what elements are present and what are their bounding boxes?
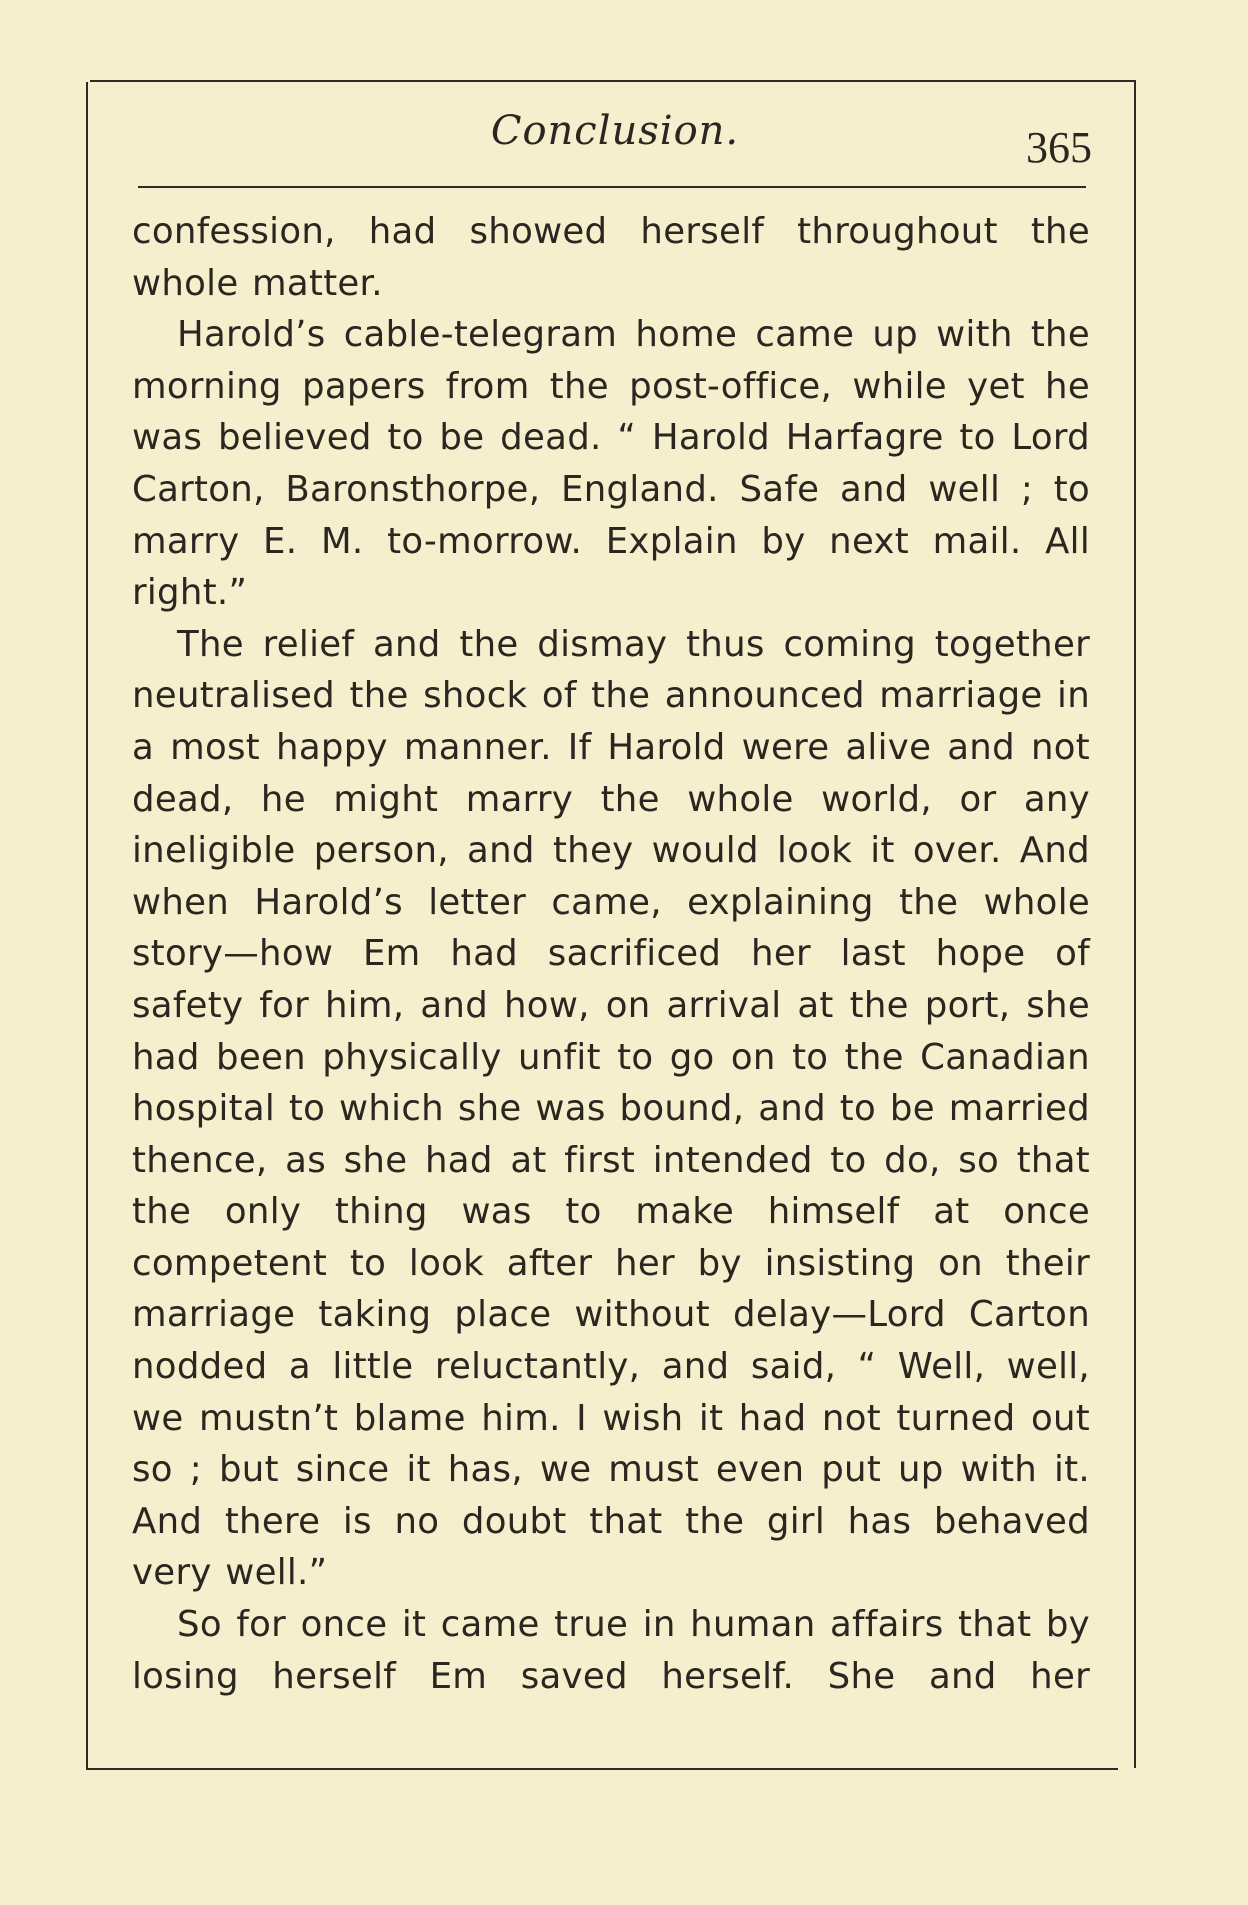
running-head <box>140 108 1092 172</box>
page-number: 365 <box>1026 123 1092 172</box>
header-rule <box>138 186 1086 188</box>
paragraph: Harold’s cable-telegram home came up with the morning papers from the post-office, while yet he was believed to be dead. “ Harold Harfagre to Lord Carton, Baronsthorpe, England. Safe and well ; to marry E. M. to-morrow. Explain by next mail. All right.” <box>132 314 1090 614</box>
page-bottom-rule <box>86 1768 1118 1770</box>
body-text <box>132 206 1090 1702</box>
paragraph: So for once it came true in human affairs that by losing herself Em saved herself. She and her <box>132 1604 1090 1697</box>
paragraph: confession, had showed herself throughout the whole matter. <box>132 211 1090 304</box>
running-title: Conclusion. <box>490 108 740 154</box>
paragraph: The relief and the dismay thus coming together neutralised the shock of the announced marriage in a most happy manner. If Harold were alive and not dead, he might marry the whole world, or any ineligible person, and they would look it over. And when Harold’s letter came, explaining the whole story—how Em had sacrificed her last hope of safety for him, and how, on arrival at the port, she had been physically unfit to go on to the Canadian hospital to which she was bound, and to be married thence, as she had at first intended to do, so that the only thing was to make himself at once competent to look after her by insisting on their marriage taking place without delay—Lord Carton nodded a little reluctantly, and said, “ Well, well, we mustn’t blame him. I wish it had not turned out so ; but since it has, we must even put up with it. And there is no doubt that the girl has behaved very well.” <box>132 623 1090 1594</box>
